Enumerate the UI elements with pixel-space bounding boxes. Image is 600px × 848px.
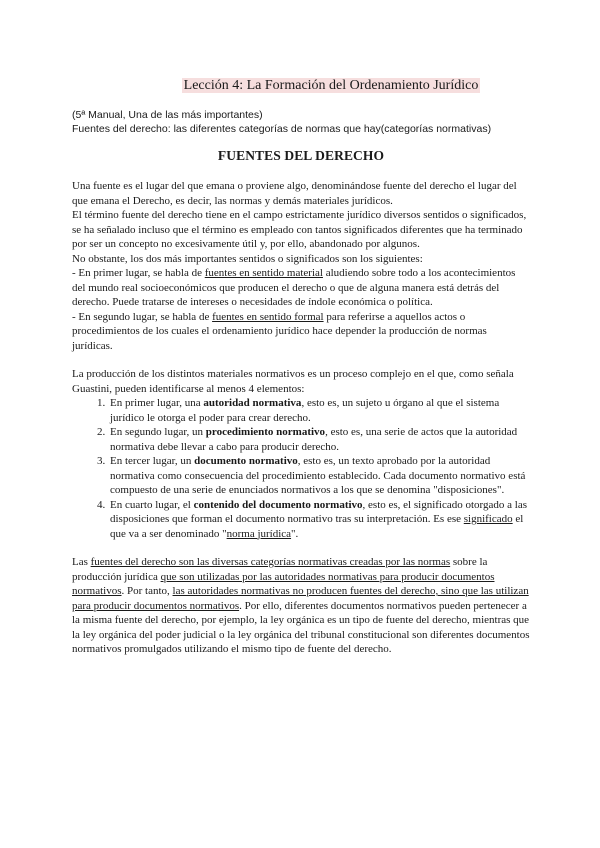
- underlined-phrase: las autoridades normativas no producen fuentes del derecho, sino que las utilizan para producir documentos normativos: [72, 585, 529, 612]
- document-page: [72, 78, 530, 657]
- text-span: En segundo lugar, un: [110, 426, 206, 438]
- bold-term: autoridad normativa: [203, 397, 302, 409]
- final-paragraph: [72, 555, 530, 657]
- underlined-phrase: fuentes del derecho son las diversas categorías normativas creadas por las normas: [90, 556, 451, 568]
- text-span: sobre la producción jurídica: [72, 556, 488, 583]
- text-span: ".: [291, 527, 299, 540]
- document-title: [72, 78, 530, 94]
- spacer: [72, 541, 530, 555]
- text-span: , esto es, el significado otorgado a las disposiciones que forman el documento normativo tras su interpretación. Es ese: [110, 498, 527, 525]
- text-span: En cuarto lugar, el: [110, 498, 194, 511]
- sense-formal: [72, 310, 530, 354]
- bold-term: procedimiento normativo: [205, 426, 326, 438]
- note-line-2: Fuentes del derecho: las diferentes categorías de normas que hay(categorías normativas): [72, 123, 492, 135]
- list-item: [108, 454, 530, 498]
- text-span: , esto es, un texto aprobado por la autoridad normativa como consecuencia del procedimiento establecido. Cada documento normativo está compuesto de una serie de enunciados normativos a los que se denomina "disposiciones".: [110, 455, 526, 496]
- underlined-term: fuentes en sentido material: [204, 267, 323, 279]
- spacer: [72, 353, 530, 367]
- text-span: . Por tanto,: [121, 585, 173, 597]
- text-span: aludiendo sobre todo a los acontecimientos del mundo real socioeconómicos que producen el derecho o que de alguna manera está detrás del derecho. Puede tratarse de intereses o necesidades de índole económica o política.: [72, 267, 516, 308]
- text-span: para referirse a aquellos actos o procedimientos de los cuales el ordenamiento jurídico hace depender la producción de normas jurídicas.: [72, 310, 487, 352]
- section-heading: FUENTES DEL DERECHO: [217, 148, 385, 163]
- underlined-term: significado: [463, 513, 513, 525]
- underlined-phrase: que son utilizadas por las autoridades normativas para producir documentos normativos: [72, 570, 495, 597]
- elements-list: [72, 396, 530, 541]
- text-span: , esto es, una serie de actos que la autoridad normativa debe llevar a cabo para producir derecho.: [110, 426, 518, 453]
- list-item: [108, 425, 530, 454]
- list-item: [108, 498, 530, 542]
- paragraph-3: No obstante, los dos más importantes sentidos o significados son los siguientes:: [72, 252, 423, 265]
- paragraph-2: El término fuente del derecho tiene en el campo estrictamente jurídico diversos sentidos o significados, se ha señalado incluso que el término es empleado con tantos significados diferentes que ha terminado por ser un concepto no excesivamente útil y, por ello, abandonado por algunos.: [72, 209, 527, 250]
- list-item: [108, 396, 530, 425]
- title-text: Lección 4: La Formación del Ordenamiento Jurídico: [183, 78, 479, 93]
- text-span: . Por ello, diferentes documentos normativos pueden pertenecer a la misma fuente del derecho, por ejemplo, la ley orgánica es un tipo de fuente del derecho, mientras que la ley orgánica del poder judicial o la ley orgánica del tribunal constitucional son diferentes documentos normativos promulgados utilizando el mismo tipo de fuente del derecho.: [72, 599, 530, 655]
- sense-material: [72, 266, 530, 310]
- text-span: En tercer lugar, un: [110, 455, 195, 467]
- text-span: , esto es, un sujeto u órgano al que el sistema jurídico le otorga el poder para crear derecho.: [110, 397, 500, 424]
- text-span: - En primer lugar, se habla de: [72, 267, 205, 279]
- underlined-term: norma jurídica: [226, 527, 292, 540]
- bold-term: documento normativo: [194, 455, 298, 467]
- paragraph-4: La producción de los distintos materiales normativos es un proceso complejo en el que, como señala Guastini, pueden identificarse al menos 4 elementos:: [72, 368, 514, 395]
- underlined-term: fuentes en sentido formal: [212, 310, 324, 323]
- text-span: el que va a ser denominado ": [110, 513, 524, 540]
- intro-paragraph: Una fuente es el lugar del que emana o proviene algo, denominándose fuente del derecho el lugar del que emana el Derecho, es decir, las normas y demás materiales jurídicos.: [72, 180, 517, 207]
- bold-term: contenido del documento normativo: [193, 498, 363, 511]
- note-line-1: (5ª Manual, Una de las más importantes): [72, 109, 263, 121]
- text-span: Las: [72, 556, 91, 568]
- text-span: En primer lugar, una: [110, 397, 204, 409]
- text-span: - En segundo lugar, se habla de: [72, 310, 213, 323]
